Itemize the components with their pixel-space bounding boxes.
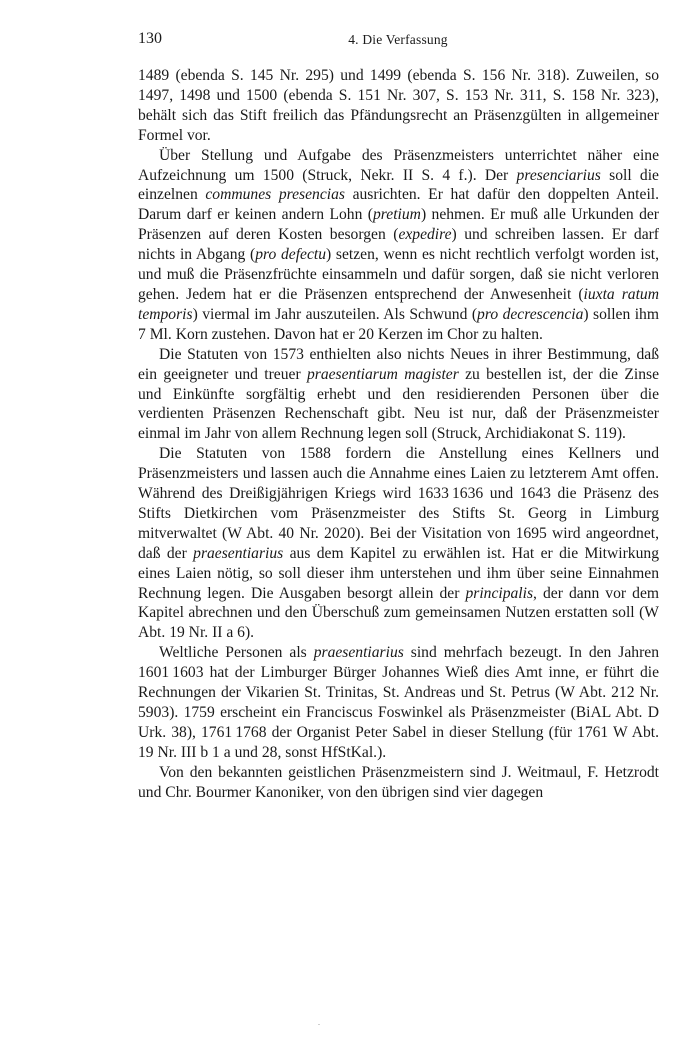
- page-header: [138, 30, 658, 54]
- running-title: 4. Die Verfassung: [348, 32, 448, 47]
- italic-term: pretium: [373, 206, 421, 224]
- text-run: Von den bekannten geistlichen Präsenzmeistern sind J. Weitmaul, F. Hetzrodt und Chr. Bourmer Kanoniker, von den übrigen sind vier dagegen: [138, 763, 659, 801]
- text-run: Weltliche Personen als: [159, 644, 314, 662]
- italic-term: praesentiarum magister: [306, 365, 459, 383]
- paragraph: [138, 643, 659, 762]
- text-run: ) setzen, wenn es nicht rechtlich verfolgt worden ist, und muß die Präsenzfrüchte einsammeln und dafür sorgen, daß sie nicht verloren gehen. Jedem hat er die Präsenzen entsprechend der Anwesenheit (: [138, 246, 659, 303]
- italic-term: iuxta ratum temporis: [138, 285, 659, 323]
- italic-term: pro decrescencia: [477, 305, 584, 323]
- italic-term: praesentiarius: [313, 644, 404, 662]
- text-run: 1489 (ebenda S. 145 Nr. 295) und 1499 (ebenda S. 156 Nr. 318). Zuweilen, so 1497, 1498 und 1500 (ebenda S. 151 Nr. 307, S. 153 Nr. 311, S. 158 Nr. 323), behält sich das Stift freilich das Pfändungsrecht an Präsenzgülten in allgemeiner Formel vor.: [138, 67, 659, 144]
- text-run: Über Stellung und Aufgabe des Präsenzmeisters unterrichtet näher eine Aufzeichnung um 1500 (Struck, Nekr. II S. 4 f.). Der: [138, 146, 659, 184]
- text-run: Die Statuten von 1573 enthielten also nichts Neues in ihrer Bestimmung, daß ein geeigneter und treuer: [138, 345, 659, 383]
- paragraph: [138, 66, 659, 146]
- text-run: , der dann vor dem Kapitel abrechnen und den Überschuß zum gemeinsamen Nutzen erstatten soll (W Abt. 19 Nr. II a 6).: [138, 584, 659, 642]
- page-number: 130: [138, 30, 162, 47]
- text-run: ) nehmen. Er muß alle Urkunden der Präsenzen auf deren Kosten besorgen (: [138, 206, 659, 244]
- text-run: ) sollen ihm 7 Ml. Korn zustehen. Davon hat er 20 Kerzen im Chor zu halten.: [138, 305, 659, 343]
- text-run: Die Statuten von 1588 fordern die Anstellung eines Kellners und Präsenzmeisters und lassen auch die Annahme eines Laien zu letzterem Amt offen. Während des Dreißigjährigen Kriegs wird 1633 1636 und 1643 die Präsenz des Stifts Dietkirchen vom Präsenzmeister des Stifts St. Georg in Limburg mitverwaltet (W Abt. 40 Nr. 2020). Bei der Visitation von 1695 wird angeordnet, daß der: [138, 445, 659, 562]
- italic-term: pro defectu: [255, 246, 327, 264]
- text-run: aus dem Kapitel zu erwählen ist. Hat er die Mitwirkung eines Laien nötig, so soll dieser ihm unterstehen und ihm über seine Einnahmen Rechnung legen. Die Ausgaben besorgt allein der: [138, 544, 659, 602]
- italic-term: communes presencias: [205, 186, 345, 204]
- italic-term: principalis: [465, 584, 534, 602]
- text-run: zu bestellen ist, der die Zinse und Einkünfte sorgfältig erhebt und den residierenden Personen über die verdienten Präsenzen Rechenschaft gibt. Neu ist nur, daß der Präsenzmeister einmal im Jahr von allem Rechnung legen soll (Struck, Archidiakonat S. 119).: [138, 365, 659, 443]
- text-run: ) und schreiben lassen. Er darf nichts in Abgang (: [138, 226, 660, 264]
- paragraph: [138, 146, 659, 345]
- text-run: sind mehrfach bezeugt. In den Jahren 1601 1603 hat der Limburger Bürger Johannes Wieß dies Amt inne, er führt die Rechnungen der Vikarien St. Trinitas, St. Andreas und St. Petrus (W Abt. 212 Nr. 5903). 1759 erscheint ein Franciscus Foswinkel als Präsenzmeister (BiAL Abt. D Urk. 38), 1761 1768 der Organist Peter Sabel in dieser Stellung (für 1761 W Abt. 19 Nr. III b 1 a und 28, sonst HfStKal.).: [138, 644, 659, 761]
- text-run: ausrichten. Er hat dafür den doppelten Anteil. Darum darf er keinen andern Lohn (: [138, 186, 660, 224]
- paragraph: [138, 345, 659, 445]
- paragraph: [138, 763, 659, 803]
- text-run: ) viermal im Jahr auszuteilen. Als Schwund (: [192, 305, 478, 323]
- body-text: [138, 66, 659, 803]
- paragraph: [138, 444, 659, 643]
- italic-term: praesentiarius: [193, 544, 284, 562]
- text-run: soll die einzelnen: [138, 166, 659, 204]
- page-speck: [318, 1024, 320, 1025]
- italic-term: presenciarius: [516, 166, 601, 184]
- italic-term: expedire: [398, 226, 452, 244]
